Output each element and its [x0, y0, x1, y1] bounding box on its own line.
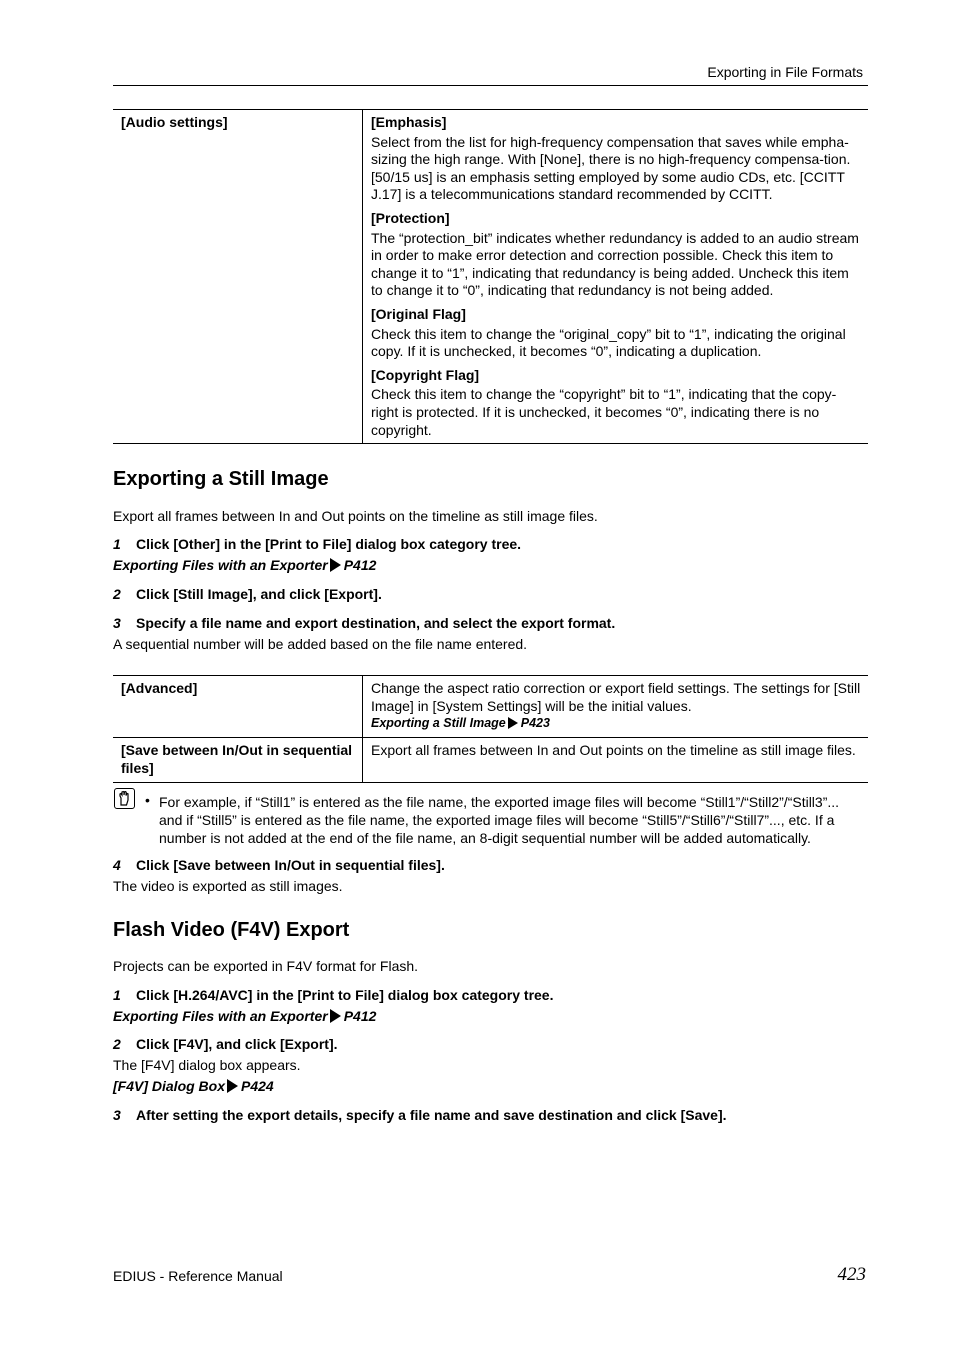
table-key-audio-settings: [Audio settings] [113, 110, 363, 444]
step-number: 2 [113, 586, 121, 602]
advanced-reference[interactable] [371, 715, 862, 731]
step-number: 2 [113, 1036, 121, 1052]
flash-step-2-reference[interactable] [113, 1078, 274, 1096]
step-number: 1 [113, 987, 121, 1003]
reference-page[interactable]: P412 [343, 557, 377, 573]
copyright-flag-title: [Copyright Flag] [371, 366, 480, 383]
reference-page[interactable]: P424 [241, 1078, 274, 1094]
reference-link-text[interactable]: Exporting a Still Image [371, 716, 506, 731]
arrow-right-icon [330, 558, 341, 572]
page-number: 423 [837, 1264, 866, 1285]
step-text: Click [Other] in the [Print to File] dialog box category tree. [136, 536, 522, 552]
section-heading-still-image: Exporting a Still Image [113, 468, 329, 490]
arrow-right-icon [508, 717, 518, 729]
running-header: Exporting in File Formats [707, 64, 863, 80]
step-number: 3 [113, 1107, 121, 1123]
copyright-flag-text: Check this item to change the “copyright” bit to “1”, indicating that the copy-right is protected. If it is unchecked, it becomes “0”, indicating there is no copyright. [371, 386, 837, 438]
step-text: Click [Still Image], and click [Export]. [136, 586, 382, 602]
still-step-4-text: The video is exported as still images. [113, 878, 343, 894]
table-row [113, 676, 868, 738]
step-text: Click [F4V], and click [Export]. [136, 1036, 338, 1052]
table-row [113, 110, 868, 444]
advanced-text: Change the aspect ratio correction or export field settings. The settings for [Still Image] in [System Settings] will be the initial values. [371, 680, 861, 714]
save-sequential-text: Export all frames between In and Out points on the timeline as still image files. [363, 738, 869, 783]
step-number: 1 [113, 536, 121, 552]
reference-link-text[interactable]: [F4V] Dialog Box [113, 1078, 226, 1094]
still-step-3-text: A sequential number will be added based on the file name entered. [113, 636, 528, 652]
note-bullet: • [145, 792, 150, 808]
section-heading-flash-video: Flash Video (F4V) Export [113, 919, 350, 941]
flash-step-1 [113, 987, 553, 1005]
step-number: 4 [113, 857, 121, 873]
table-value-cell [363, 110, 869, 444]
still-step-1 [113, 536, 521, 554]
arrow-right-icon [227, 1079, 238, 1093]
still-image-table [113, 675, 868, 783]
header-rule [113, 85, 868, 86]
original-flag-title: [Original Flag] [371, 305, 466, 322]
flash-step-3 [113, 1107, 727, 1125]
footer-manual-title: EDIUS - Reference Manual [113, 1268, 283, 1284]
step-text: After setting the export details, specify a file name and save destination and click [Save]. [136, 1107, 727, 1123]
step-number: 3 [113, 615, 121, 631]
note-hand-icon [114, 788, 135, 809]
table-key-advanced: [Advanced] [113, 676, 363, 738]
flash-step-1-reference[interactable] [113, 1008, 376, 1026]
protection-text: The “protection_bit” indicates whether redundancy is added to an audio stream in order to make error detection and correction possible. Check this item to change it to “1”, indicating that redundancy is being added. Uncheck this item to change it to “0”, indicating that redundancy is not being added. [371, 229, 859, 299]
reference-link-text[interactable]: Exporting Files with an Exporter [113, 557, 328, 573]
still-step-2 [113, 586, 382, 604]
table-row [113, 738, 868, 783]
reference-page[interactable]: P423 [520, 716, 550, 731]
flash-step-2 [113, 1036, 338, 1054]
step-text: Click [Save between In/Out in sequential files]. [136, 857, 445, 873]
note-text: For example, if “Still1” is entered as the file name, the exported image files will become “Still1”/“Still2”/“Still3”... and if “Still5” is entered as the file name, the exported image files will become “Still5”/“Still6”/“Still7”..., etc. If a number is not added at the end of the file name, an 8-digit sequential number will be added automatically. [159, 794, 840, 846]
flash-intro: Projects can be exported in F4V format for Flash. [113, 958, 419, 974]
original-flag-text: Check this item to change the “original_copy” bit to “1”, indicating the original copy. If it is unchecked, it becomes “0”, indicating a duplication. [371, 325, 846, 360]
still-step-3 [113, 615, 615, 633]
flash-step-2-text: The [F4V] dialog box appears. [113, 1057, 301, 1073]
emphasis-title: [Emphasis] [371, 114, 447, 130]
step-text: Click [H.264/AVC] in the [Print to File] dialog box category tree. [136, 987, 554, 1003]
still-intro: Export all frames between In and Out points on the timeline as still image files. [113, 508, 598, 524]
reference-page[interactable]: P412 [343, 1008, 377, 1024]
step-text: Specify a file name and export destination, and select the export format. [136, 615, 616, 631]
emphasis-text: Select from the list for high-frequency compensation that saves while empha-sizing the high range. With [None], there is no high-frequency compensa-tion.[50/15 us] is an emphasis setting employed by some audio CDs, etc. [CCITT J.17] is a telecommunications standard recommended by CCITT. [371, 133, 851, 203]
table-key-save-sequential: [Save between In/Out in sequential files] [113, 738, 363, 783]
audio-settings-table [113, 109, 868, 444]
table-value-cell [363, 676, 869, 738]
arrow-right-icon [330, 1009, 341, 1023]
reference-link-text[interactable]: Exporting Files with an Exporter [113, 1008, 328, 1024]
still-step-4 [113, 857, 445, 875]
still-step-1-reference[interactable] [113, 557, 376, 575]
protection-title: [Protection] [371, 209, 450, 226]
